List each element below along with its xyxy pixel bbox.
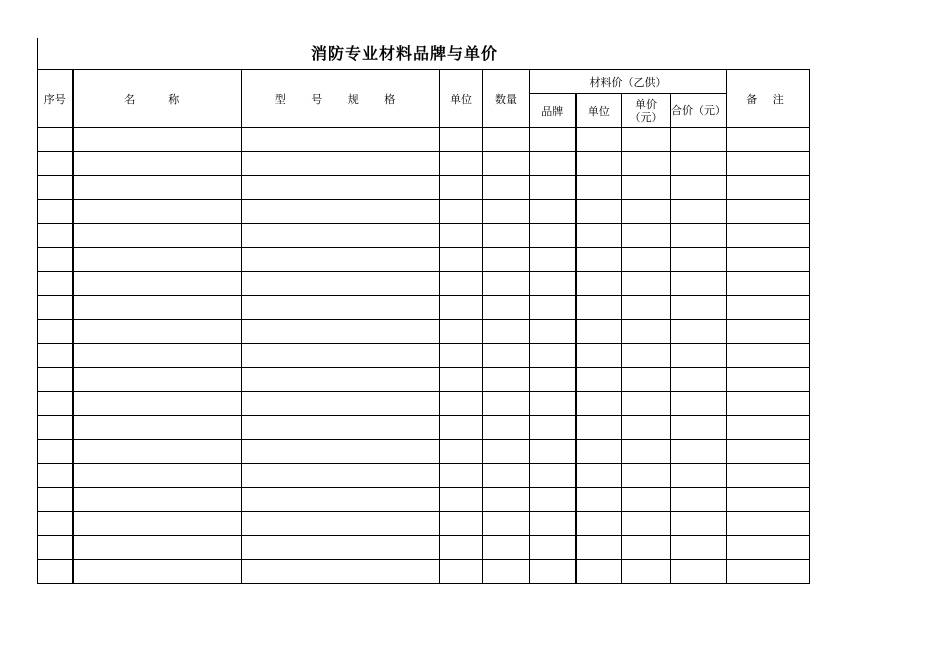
table-cell[interactable] <box>483 560 530 584</box>
table-cell[interactable] <box>483 440 530 464</box>
table-cell[interactable] <box>530 176 576 200</box>
table-cell[interactable] <box>38 488 73 512</box>
table-cell[interactable] <box>622 512 671 536</box>
table-cell[interactable] <box>38 320 73 344</box>
table-cell[interactable] <box>530 200 576 224</box>
table-cell[interactable] <box>622 536 671 560</box>
table-cell[interactable] <box>622 248 671 272</box>
table-cell[interactable] <box>622 416 671 440</box>
table-cell[interactable] <box>727 536 810 560</box>
table-cell[interactable] <box>622 344 671 368</box>
table-cell[interactable] <box>440 200 483 224</box>
table-cell[interactable] <box>671 536 727 560</box>
table-cell[interactable] <box>242 440 440 464</box>
table-cell[interactable] <box>727 152 810 176</box>
table-cell[interactable] <box>483 488 530 512</box>
table-cell[interactable] <box>530 368 576 392</box>
table-cell[interactable] <box>671 200 727 224</box>
table-cell[interactable] <box>38 128 73 152</box>
header-quantity: 数量 <box>483 70 530 128</box>
table-row <box>38 248 810 272</box>
table-cell[interactable] <box>483 536 530 560</box>
table-cell[interactable] <box>671 272 727 296</box>
table-row <box>38 224 810 248</box>
table-cell[interactable] <box>440 464 483 488</box>
table-cell[interactable] <box>440 344 483 368</box>
table-cell[interactable] <box>242 416 440 440</box>
table-cell[interactable] <box>671 392 727 416</box>
header-brand: 品牌 <box>530 94 576 128</box>
table-cell[interactable] <box>73 176 242 200</box>
table-cell[interactable] <box>483 416 530 440</box>
table-cell[interactable] <box>242 392 440 416</box>
header-unit-price: 单价（元） <box>622 94 671 128</box>
table-cell[interactable] <box>38 344 73 368</box>
table-cell[interactable] <box>73 560 242 584</box>
table-cell[interactable] <box>440 248 483 272</box>
table-cell[interactable] <box>576 296 622 320</box>
table-cell[interactable] <box>242 152 440 176</box>
table-cell[interactable] <box>483 512 530 536</box>
materials-table <box>37 69 810 584</box>
header-model: 型 号 规 格 <box>242 70 440 128</box>
table-cell[interactable] <box>483 344 530 368</box>
table-cell[interactable] <box>73 392 242 416</box>
table-cell[interactable] <box>727 512 810 536</box>
table-cell[interactable] <box>622 464 671 488</box>
table-cell[interactable] <box>73 128 242 152</box>
table-cell[interactable] <box>483 392 530 416</box>
table-cell[interactable] <box>727 320 810 344</box>
table-cell[interactable] <box>576 416 622 440</box>
table-cell[interactable] <box>671 488 727 512</box>
table-cell[interactable] <box>727 176 810 200</box>
table-cell[interactable] <box>576 464 622 488</box>
table-cell[interactable] <box>38 392 73 416</box>
table-cell[interactable] <box>727 248 810 272</box>
table-cell[interactable] <box>440 296 483 320</box>
table-cell[interactable] <box>671 248 727 272</box>
table-row <box>38 200 810 224</box>
table-cell[interactable] <box>38 272 73 296</box>
table-cell[interactable] <box>727 392 810 416</box>
table-cell[interactable] <box>727 560 810 584</box>
table-cell[interactable] <box>73 152 242 176</box>
table-cell[interactable] <box>576 176 622 200</box>
table-row <box>38 512 810 536</box>
table-cell[interactable] <box>38 536 73 560</box>
table-cell[interactable] <box>38 200 73 224</box>
table-cell[interactable] <box>530 488 576 512</box>
table-cell[interactable] <box>242 368 440 392</box>
table-cell[interactable] <box>440 488 483 512</box>
table-cell[interactable] <box>440 176 483 200</box>
table-cell[interactable] <box>483 248 530 272</box>
table-cell[interactable] <box>530 536 576 560</box>
table-cell[interactable] <box>242 224 440 248</box>
table-cell[interactable] <box>671 320 727 344</box>
table-row <box>38 440 810 464</box>
table-cell[interactable] <box>727 224 810 248</box>
table-cell[interactable] <box>483 152 530 176</box>
table-cell[interactable] <box>622 296 671 320</box>
table-cell[interactable] <box>440 320 483 344</box>
table-row <box>38 464 810 488</box>
table-cell[interactable] <box>440 152 483 176</box>
table-cell[interactable] <box>530 416 576 440</box>
table-cell[interactable] <box>440 440 483 464</box>
table-cell[interactable] <box>38 440 73 464</box>
table-cell[interactable] <box>483 464 530 488</box>
table-cell[interactable] <box>530 512 576 536</box>
header-material-price-group: 材料价（乙供） <box>530 70 727 94</box>
table-cell[interactable] <box>622 368 671 392</box>
table-cell[interactable] <box>73 536 242 560</box>
table-cell[interactable] <box>671 368 727 392</box>
table-cell[interactable] <box>242 176 440 200</box>
table-row <box>38 320 810 344</box>
table-cell[interactable] <box>38 296 73 320</box>
table-cell[interactable] <box>440 392 483 416</box>
table-cell[interactable] <box>530 248 576 272</box>
table-row <box>38 488 810 512</box>
table-cell[interactable] <box>576 272 622 296</box>
table-row <box>38 536 810 560</box>
table-row <box>38 560 810 584</box>
table-cell[interactable] <box>530 392 576 416</box>
header-name: 名 称 <box>73 70 242 128</box>
table-cell[interactable] <box>671 344 727 368</box>
table-cell[interactable] <box>576 128 622 152</box>
table-cell[interactable] <box>73 248 242 272</box>
table-cell[interactable] <box>483 272 530 296</box>
sheet-title: 消防专业材料品牌与单价 <box>310 44 498 63</box>
table-cell[interactable] <box>483 320 530 344</box>
header-sub-unit: 单位 <box>576 94 622 128</box>
table-cell[interactable] <box>622 440 671 464</box>
table-cell[interactable] <box>483 224 530 248</box>
table-cell[interactable] <box>38 368 73 392</box>
table-cell[interactable] <box>671 224 727 248</box>
table-cell[interactable] <box>38 560 73 584</box>
table-cell[interactable] <box>38 224 73 248</box>
table-cell[interactable] <box>440 536 483 560</box>
table-cell[interactable] <box>73 440 242 464</box>
table-cell[interactable] <box>440 368 483 392</box>
table-cell[interactable] <box>73 296 242 320</box>
table-cell[interactable] <box>727 368 810 392</box>
table-cell[interactable] <box>671 128 727 152</box>
table-cell[interactable] <box>242 272 440 296</box>
table-cell[interactable] <box>622 392 671 416</box>
table-row <box>38 392 810 416</box>
table-cell[interactable] <box>38 248 73 272</box>
table-cell[interactable] <box>73 224 242 248</box>
table-cell[interactable] <box>242 512 440 536</box>
table-cell[interactable] <box>242 200 440 224</box>
table-cell[interactable] <box>440 416 483 440</box>
header-remarks: 备 注 <box>727 70 810 128</box>
table-cell[interactable] <box>576 440 622 464</box>
table-cell[interactable] <box>73 464 242 488</box>
table-cell[interactable] <box>671 560 727 584</box>
table-cell[interactable] <box>622 176 671 200</box>
table-cell[interactable] <box>622 200 671 224</box>
table-cell[interactable] <box>242 320 440 344</box>
table-row <box>38 416 810 440</box>
table-cell[interactable] <box>671 440 727 464</box>
table-cell[interactable] <box>727 272 810 296</box>
table-cell[interactable] <box>622 224 671 248</box>
table-cell[interactable] <box>73 320 242 344</box>
table-cell[interactable] <box>576 200 622 224</box>
table-cell[interactable] <box>242 248 440 272</box>
table-cell[interactable] <box>576 344 622 368</box>
table-cell[interactable] <box>576 320 622 344</box>
table-row <box>38 344 810 368</box>
header-total-price: 合价（元） <box>671 94 727 128</box>
table-cell[interactable] <box>622 488 671 512</box>
table-cell[interactable] <box>73 512 242 536</box>
table-cell[interactable] <box>671 416 727 440</box>
header-unit: 单位 <box>440 70 483 128</box>
table-cell[interactable] <box>530 296 576 320</box>
table-row <box>38 128 810 152</box>
table-cell[interactable] <box>242 296 440 320</box>
table-cell[interactable] <box>576 560 622 584</box>
table-cell[interactable] <box>576 248 622 272</box>
table-cell[interactable] <box>73 488 242 512</box>
table-cell[interactable] <box>622 152 671 176</box>
table-cell[interactable] <box>576 512 622 536</box>
table-cell[interactable] <box>576 368 622 392</box>
table-cell[interactable] <box>38 512 73 536</box>
table-cell[interactable] <box>38 416 73 440</box>
table-cell[interactable] <box>73 200 242 224</box>
table-cell[interactable] <box>530 344 576 368</box>
table-cell[interactable] <box>38 464 73 488</box>
table-row <box>38 152 810 176</box>
table-cell[interactable] <box>73 368 242 392</box>
table-cell[interactable] <box>483 176 530 200</box>
table-cell[interactable] <box>530 224 576 248</box>
table-cell[interactable] <box>242 128 440 152</box>
table-cell[interactable] <box>671 176 727 200</box>
table-cell[interactable] <box>242 344 440 368</box>
table-cell[interactable] <box>671 512 727 536</box>
table-cell[interactable] <box>727 344 810 368</box>
table-cell[interactable] <box>622 128 671 152</box>
table-cell[interactable] <box>727 296 810 320</box>
table-cell[interactable] <box>530 128 576 152</box>
table-cell[interactable] <box>440 560 483 584</box>
table-cell[interactable] <box>73 416 242 440</box>
table-cell[interactable] <box>576 152 622 176</box>
table-cell[interactable] <box>530 320 576 344</box>
table-cell[interactable] <box>440 272 483 296</box>
table-cell[interactable] <box>576 488 622 512</box>
table-cell[interactable] <box>727 128 810 152</box>
table-cell[interactable] <box>483 200 530 224</box>
table-cell[interactable] <box>727 488 810 512</box>
table-cell[interactable] <box>727 440 810 464</box>
table-cell[interactable] <box>576 392 622 416</box>
table-cell[interactable] <box>530 464 576 488</box>
table-cell[interactable] <box>440 512 483 536</box>
table-cell[interactable] <box>622 320 671 344</box>
table-cell[interactable] <box>727 416 810 440</box>
table-cell[interactable] <box>242 560 440 584</box>
table-cell[interactable] <box>530 152 576 176</box>
table-row <box>38 296 810 320</box>
table-cell[interactable] <box>671 152 727 176</box>
table-cell[interactable] <box>530 560 576 584</box>
table-row <box>38 368 810 392</box>
table-cell[interactable] <box>671 296 727 320</box>
table-cell[interactable] <box>242 488 440 512</box>
table-cell[interactable] <box>622 560 671 584</box>
table-cell[interactable] <box>440 224 483 248</box>
table-cell[interactable] <box>530 272 576 296</box>
table-body <box>38 128 810 584</box>
table-cell[interactable] <box>530 440 576 464</box>
table-cell[interactable] <box>242 464 440 488</box>
table-row <box>38 176 810 200</box>
table-cell[interactable] <box>73 272 242 296</box>
table-cell[interactable] <box>576 536 622 560</box>
table-cell[interactable] <box>483 128 530 152</box>
table-cell[interactable] <box>622 272 671 296</box>
table-cell[interactable] <box>727 200 810 224</box>
table-cell[interactable] <box>73 344 242 368</box>
table-cell[interactable] <box>483 296 530 320</box>
table-cell[interactable] <box>727 464 810 488</box>
table-cell[interactable] <box>576 224 622 248</box>
table-row <box>38 272 810 296</box>
table-cell[interactable] <box>440 128 483 152</box>
table-cell[interactable] <box>38 152 73 176</box>
table-cell[interactable] <box>671 464 727 488</box>
table-cell[interactable] <box>483 368 530 392</box>
table-cell[interactable] <box>242 536 440 560</box>
header-index: 序号 <box>38 70 73 128</box>
table-cell[interactable] <box>38 176 73 200</box>
